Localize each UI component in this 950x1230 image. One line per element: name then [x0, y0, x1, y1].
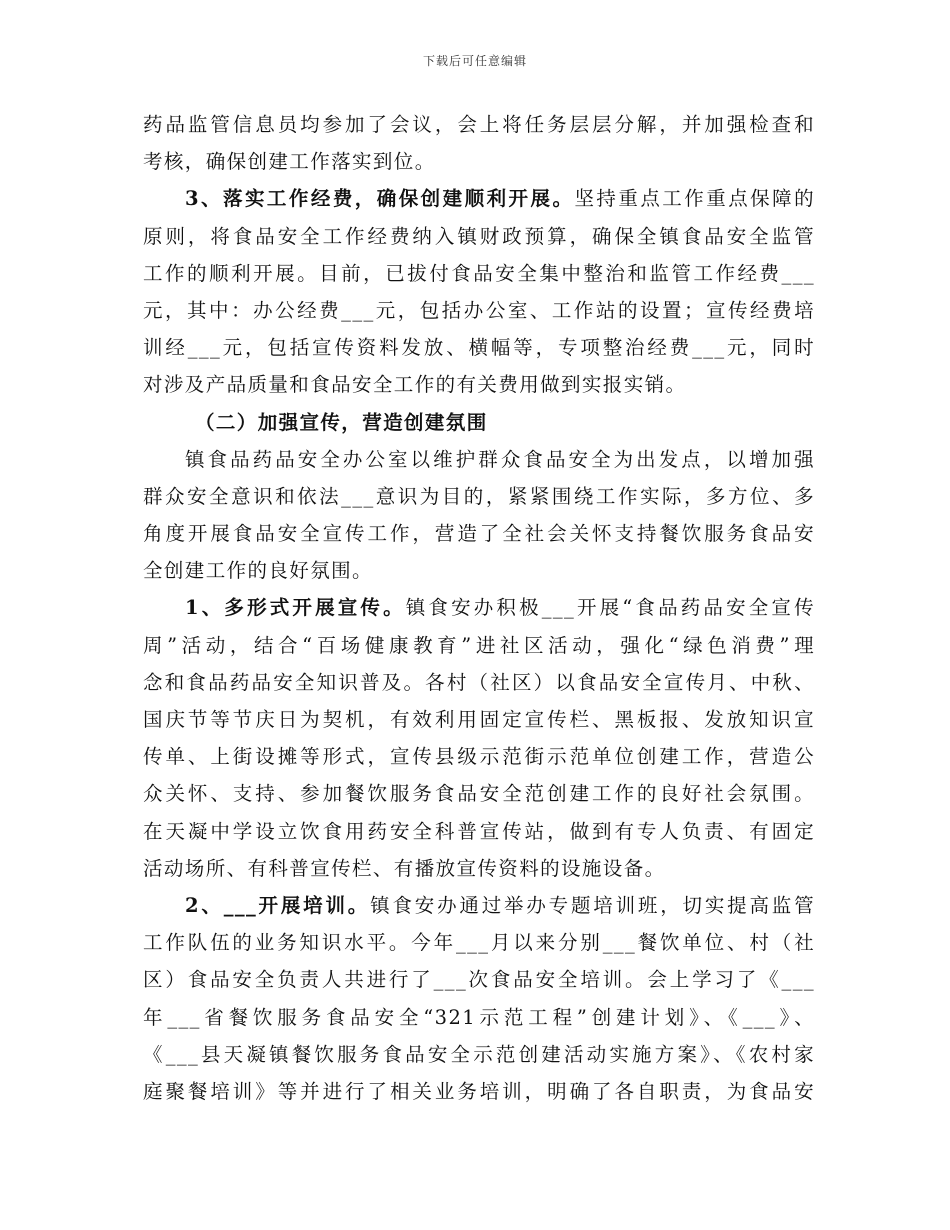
- text-line: [143, 255, 815, 292]
- text-line: [143, 664, 815, 701]
- line-text: 《___县天凝镇餐饮服务食品安全示范创建活动实施方案》、《农村家: [143, 1042, 815, 1066]
- text-line: [143, 813, 815, 850]
- line-text: 镇食安办通过举办专题培训班，切实提高监管: [370, 893, 815, 917]
- text-line: [143, 292, 815, 329]
- text-line: [143, 478, 815, 515]
- line-text: 药品监管信息员均参加了会议，会上将任务层层分解，并加强检查和: [143, 113, 815, 136]
- line-text: 在天凝中学设立饮食用药安全科普宣传站，做到有专人负责、有固定: [143, 819, 815, 843]
- page-header: 下载后可任意编辑: [422, 54, 527, 68]
- bold-heading: 3、落实工作经费，确保创建顺利开展。: [185, 187, 575, 211]
- bold-heading: 1、多形式开展宣传。: [185, 596, 406, 620]
- line-text: 工作的顺利开展。目前，已拔付食品安全集中整治和监管工作经费___: [143, 261, 815, 285]
- line-text: 原则，将食品安全工作经费纳入镇财政预算，确保全镇食品安全监管: [143, 224, 815, 248]
- text-line: [143, 775, 815, 812]
- line-text: 考核，确保创建工作落实到位。: [143, 150, 436, 174]
- text-line: [143, 366, 815, 403]
- text-line: [143, 738, 815, 775]
- line-text: 镇食品药品安全办公室以维护群众食品安全为出发点，以增加强: [185, 447, 815, 471]
- line-text: 群众安全意识和依法___意识为目的，紧紧围绕工作实际，多方位、多: [143, 484, 815, 508]
- line-text: 年___省餐饮服务食品安全“321示范工程”创建计划》、《___》、: [143, 1005, 815, 1029]
- text-line: [143, 1073, 815, 1110]
- text-line: [143, 515, 815, 552]
- text-line: [143, 627, 815, 664]
- line-text: 区）食品安全负责人共进行了___次食品安全培训。会上学习了《___: [143, 968, 815, 992]
- text-line: [143, 701, 815, 738]
- line-text: 众关怀、支持、参加餐饮服务食品安全范创建工作的良好社会氛围。: [143, 782, 815, 806]
- line-text: 训经___元，包括宣传资料发放、横幅等，专项整治经费___元，同时: [143, 336, 815, 360]
- line-text: 活动场所、有科普宣传栏、有播放宣传资料的设施设备。: [143, 856, 666, 880]
- line-text: 国庆节等节庆日为契机，有效利用固定宣传栏、黑板报、发放知识宣: [143, 708, 815, 731]
- text-line: [143, 143, 815, 180]
- text-line: [143, 589, 815, 626]
- text-line: [143, 999, 815, 1036]
- text-line: [143, 329, 815, 366]
- text-line: [143, 552, 815, 589]
- text-line: [143, 961, 815, 998]
- line-text: 元，其中：办公经费___元，包括办公室、工作站的设置；宣传经费培: [143, 298, 815, 322]
- text-line: [143, 887, 815, 924]
- line-text: 周”活动，结合“百场健康教育”进社区活动，强化“绿色消费”理: [143, 633, 815, 657]
- line-text: 对涉及产品质量和食品安全工作的有关费用做到实报实销。: [143, 373, 687, 397]
- text-line: [143, 850, 815, 887]
- bold-heading: （二）加强宣传，营造创建氛围: [195, 410, 488, 434]
- document-body: [143, 106, 815, 1110]
- line-text: 庭聚餐培训》等并进行了相关业务培训，明确了各自职责，为食品安: [143, 1079, 815, 1103]
- line-text: 全创建工作的良好氛围。: [143, 559, 373, 583]
- line-text: 角度开展食品安全宣传工作，营造了全社会关怀支持餐饮服务食品安: [143, 522, 815, 546]
- text-line: [143, 924, 815, 961]
- text-line: [143, 106, 815, 143]
- line-text: 念和食品药品安全知识普及。各村（社区）以食品安全宣传月、中秋、: [143, 670, 815, 694]
- line-text: 工作队伍的业务知识水平。今年___月以来分别___餐饮单位、村（社: [143, 931, 815, 955]
- line-text: 坚持重点工作重点保障的: [574, 187, 815, 211]
- line-text: 传单、上街设摊等形式，宣传县级示范街示范单位创建工作，营造公: [143, 745, 815, 769]
- line-text: 镇食安办积极___开展“食品药品安全宣传: [405, 596, 815, 620]
- text-line: [143, 404, 815, 441]
- text-line: [143, 441, 815, 478]
- text-line: [143, 218, 815, 255]
- text-line: [143, 180, 815, 217]
- bold-heading: 2、___开展培训。: [185, 893, 371, 917]
- text-line: [143, 1036, 815, 1073]
